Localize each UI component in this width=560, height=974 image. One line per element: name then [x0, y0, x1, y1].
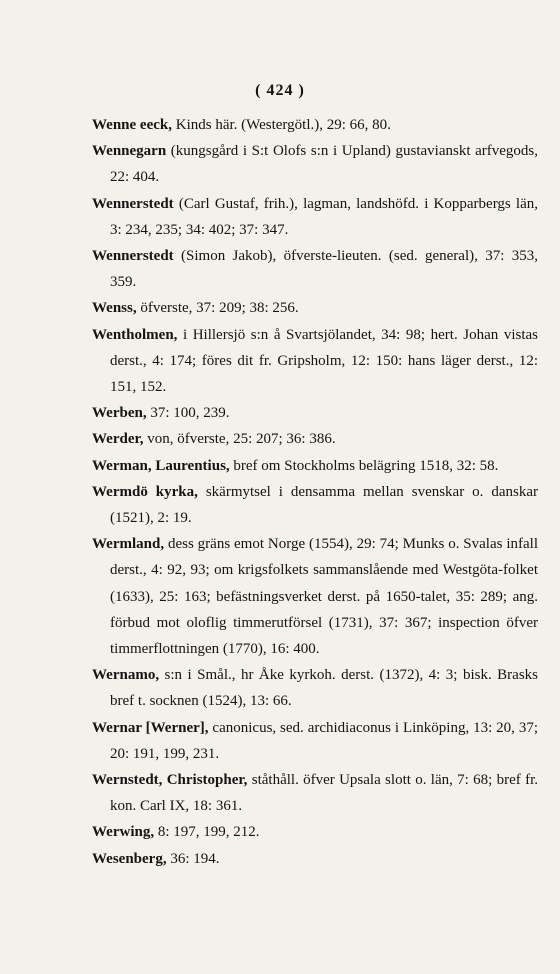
entry-headword: Wermland,	[92, 536, 165, 553]
index-entry	[92, 295, 538, 321]
entry-headword: Wenne eeck,	[92, 117, 172, 133]
index-entry	[92, 426, 538, 452]
entry-headword: Wermdö kyrka,	[92, 483, 198, 500]
index-list	[92, 112, 538, 872]
entry-headword: Wennerstedt	[92, 248, 174, 265]
entry-headword: Werwing,	[92, 824, 155, 841]
entry-text: canonicus, sed. archidiaconus i Linköping, 13: 20, 37; 20: 191, 199, 231.	[110, 719, 539, 762]
entry-text: s:n i Smål., hr Åke kyrkoh. derst. (1372), 4: 3; bisk. Brasks bref t. socknen (1524), 13: 66.	[110, 667, 538, 710]
entry-text: bref om Stockholms belägring 1518, 32: 58.	[233, 457, 499, 474]
index-entry	[92, 715, 538, 767]
entry-headword: Wernar [Werner],	[92, 719, 209, 736]
entry-text: 37: 100, 239.	[150, 405, 230, 422]
index-entry	[92, 112, 538, 138]
entry-text: skärmytsel i densamma mellan svenskar o. danskar (1521), 2: 19.	[110, 483, 539, 527]
entry-text: (kungsgård i S:t Olofs s:n i Upland) gustavianskt arfvegods, 22: 404.	[110, 143, 539, 186]
index-entry	[92, 453, 538, 479]
entry-text: ståthåll. öfver Upsala slott o. län, 7: 68; bref fr. kon. Carl IX, 18: 361.	[110, 772, 538, 815]
entry-headword: Wentholmen,	[92, 326, 178, 343]
entry-text: 8: 197, 199, 212.	[157, 824, 260, 841]
entry-headword: Wernamo,	[92, 667, 160, 684]
index-entry	[92, 531, 538, 662]
entry-headword: Wenss,	[92, 300, 137, 317]
page-number: ( 424 )	[255, 82, 305, 99]
entry-headword: Wernstedt, Christopher,	[92, 772, 248, 789]
entry-text: i Hillersjö s:n å Svartsjölandet, 34: 98; hert. Johan vistas derst., 4: 174; föres dit fr. Gripsholm, 12: 150: hans läger derst., 12: 151, 152.	[110, 326, 538, 396]
entry-text: 36: 194.	[170, 850, 220, 867]
index-entry	[92, 767, 538, 819]
index-entry	[92, 138, 538, 190]
index-entry	[92, 819, 538, 845]
index-entry	[92, 662, 538, 714]
index-entry	[92, 243, 538, 295]
entry-headword: Werder,	[92, 431, 144, 448]
entry-text: öfverste, 37: 209; 38: 256.	[140, 300, 299, 317]
entry-headword: Wennerstedt	[92, 195, 174, 212]
entry-headword: Werben,	[92, 405, 147, 422]
index-entry	[92, 322, 538, 401]
entry-headword: Wennegarn	[92, 143, 167, 160]
entry-text: (Carl Gustaf, frih.), lagman, landshöfd. i Kopparbergs län, 3: 234, 235; 34: 402; 37: 347.	[110, 195, 539, 238]
entry-text: dess gräns emot Norge (1554), 29: 74; Munks o. Svalas infall derst., 4: 92, 93; om krigsfolkets sammanslående med Westgöta-folket (1633), 25: 163; befästningsverket derst. på 1650-talet, 35: 289; ang. förbud mot oloflig timmerutförsel (1731), 37: 367; inspection öfver timmerflottningen (1770), 16: 400.	[110, 536, 538, 658]
index-entry	[92, 400, 538, 426]
entry-text: (Simon Jakob), öfverste-lieuten. (sed. general), 37: 353, 359.	[110, 248, 538, 291]
index-entry	[92, 846, 538, 872]
index-entry	[92, 191, 538, 243]
index-entry	[92, 479, 538, 531]
entry-text: von, öfverste, 25: 207; 36: 386.	[147, 431, 336, 448]
entry-headword: Wesenberg,	[92, 850, 167, 867]
entry-text: Kinds här. (Westergötl.), 29: 66, 80.	[175, 117, 391, 133]
entry-headword: Werman, Laurentius,	[92, 457, 230, 474]
